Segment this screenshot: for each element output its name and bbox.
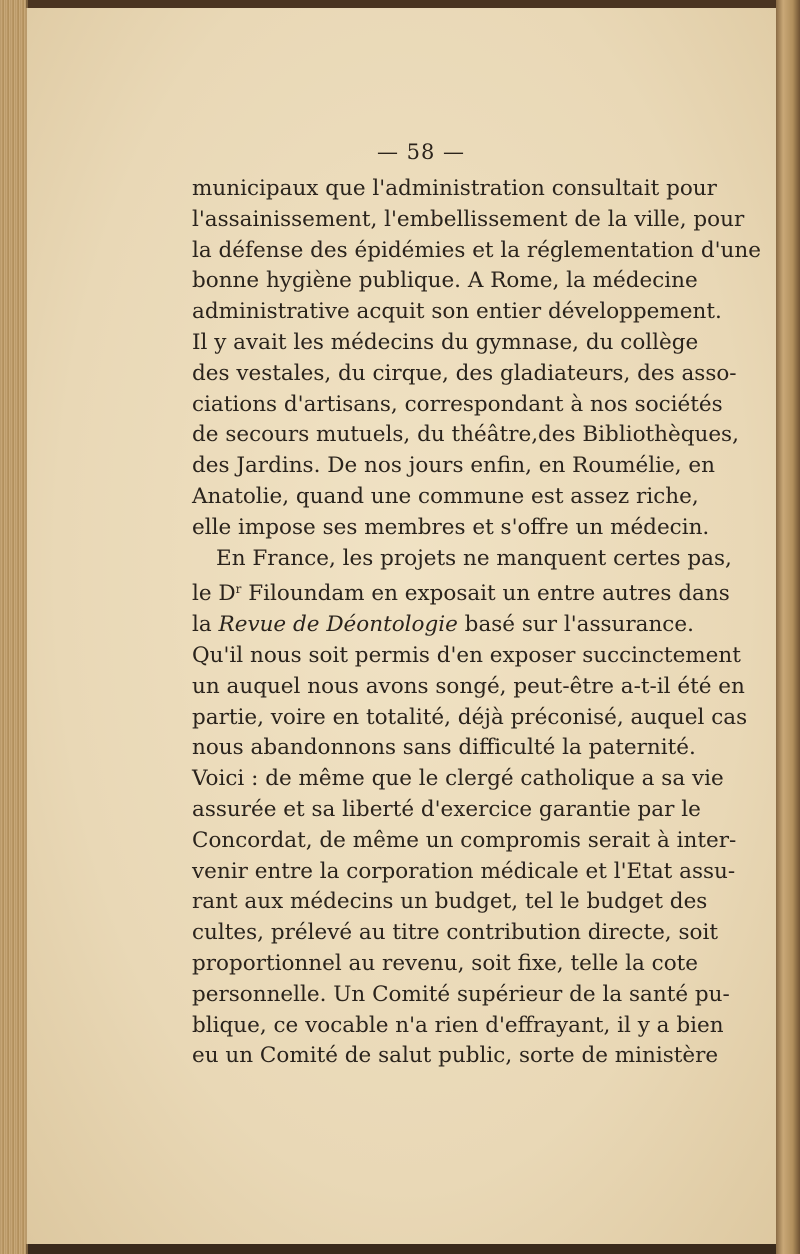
text-line: Il y avait les médecins du gymnase, du collège <box>192 329 699 355</box>
text-line: des Jardins. De nos jours enfin, en Roumélie, en <box>192 453 715 479</box>
text-line: des vestales, du cirque, des gladiateurs, des asso- <box>192 360 737 386</box>
text-line <box>192 574 730 610</box>
text-line: bonne hygiène publique. A Rome, la médecine <box>192 268 698 294</box>
text-line: eu un Comité de salut public, sorte de ministère <box>192 1043 719 1069</box>
book-page-edges-left <box>0 0 28 1254</box>
text-line: ciations d'artisans, correspondant à nos sociétés <box>192 391 723 417</box>
text-line: elle impose ses membres et s'offre un médecin. <box>192 514 710 540</box>
text-line: venir entre la corporation médicale et l'Etat assu- <box>192 858 736 884</box>
text-line: rant aux médecins un budget, tel le budget des <box>192 889 708 915</box>
text-line: Anatolie, quand une commune est assez riche, <box>192 483 699 509</box>
text-line: l'assainissement, l'embellissement de la ville, pour <box>192 206 745 232</box>
text-line: Voici : de même que le clergé catholique a sa vie <box>192 766 724 792</box>
text-segment: Filoundam en exposait un entre autres dans <box>241 581 730 607</box>
text-line: la défense des épidémies et la réglementation d'une <box>192 237 761 263</box>
text-line: personnelle. Un Comité supérieur de la santé pu- <box>192 981 730 1007</box>
text-line: nous abandonnons sans difficulté la paternité. <box>192 735 696 761</box>
journal-title: Revue de Déontologie <box>218 612 458 638</box>
text-line: proportionnel au revenu, soit fixe, telle la cote <box>192 950 699 976</box>
text-line: En France, les projets ne manquent certes pas, <box>216 545 732 571</box>
text-line <box>192 610 694 641</box>
text-line: blique, ce vocable n'a rien d'effrayant, il y a bien <box>192 1012 724 1038</box>
text-segment: basé sur l'assurance. <box>457 612 694 638</box>
text-segment: la <box>192 612 219 638</box>
superscript: r <box>235 582 242 597</box>
text-line: assurée et sa liberté d'exercice garantie par le <box>192 796 701 822</box>
text-line: administrative acquit son entier développement. <box>192 299 722 325</box>
text-line: Concordat, de même un compromis serait à inter- <box>192 827 737 853</box>
body-text <box>192 174 761 1072</box>
text-line: municipaux que l'administration consultait pour <box>192 176 717 201</box>
text-line: partie, voire en totalité, déjà préconisé, auquel cas <box>192 704 748 730</box>
text-segment: le D <box>192 581 236 607</box>
book-top-edge <box>0 0 800 8</box>
text-line: un auquel nous avons songé, peut-être a-t-il été en <box>192 673 745 699</box>
text-line: de secours mutuels, du théâtre,des Bibliothèques, <box>192 422 739 448</box>
text-line: cultes, prélevé au titre contribution directe, soit <box>192 920 718 946</box>
page-number: — 58 — <box>376 140 466 164</box>
text-line: Qu'il nous soit permis d'en exposer succinctement <box>192 642 741 668</box>
book-page-edges-right <box>776 0 800 1254</box>
